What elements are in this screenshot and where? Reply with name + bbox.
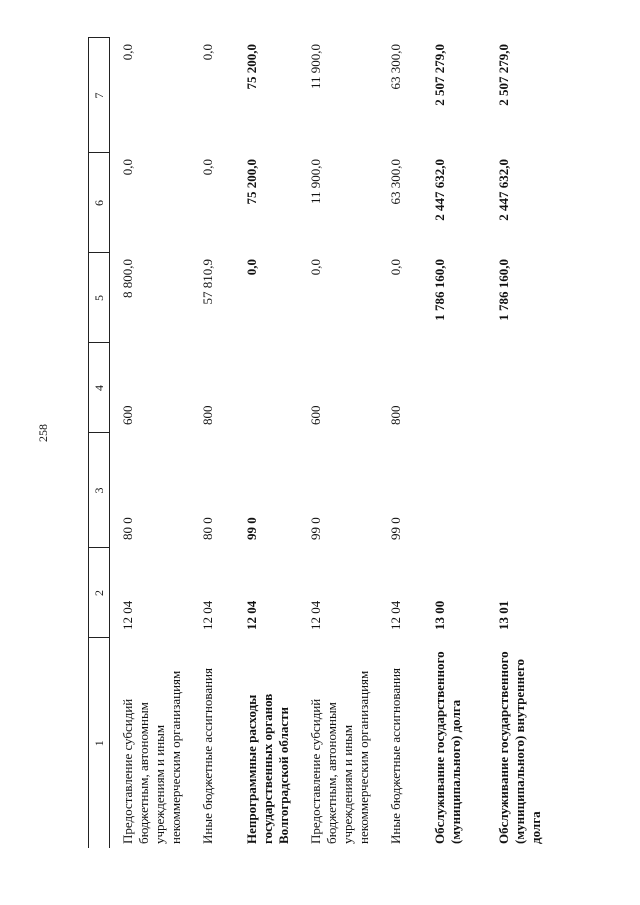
row-col7: 0,0 (120, 44, 135, 61)
row-col7: 0,0 (200, 44, 215, 61)
row-section: 12 04 (244, 600, 259, 630)
table-header-row (89, 38, 110, 848)
header-cell: 6 (89, 153, 110, 253)
row-target: 80 0 (120, 517, 135, 540)
table-row (298, 38, 378, 848)
header-cell: 2 (89, 548, 110, 638)
row-name: Предоставление субсидий бюджетным, автономным учреждениям и иным некоммерческим организациям (308, 670, 371, 844)
row-col7: 2 507 279,0 (432, 44, 447, 106)
header-cell: 5 (89, 253, 110, 343)
row-col7: 2 507 279,0 (496, 44, 511, 106)
table-row (190, 38, 234, 848)
row-type: 600 (308, 405, 323, 425)
row-target: 99 0 (244, 517, 259, 540)
table-row (234, 38, 298, 848)
page-number: 258 (36, 424, 50, 442)
row-name: Обслуживание государственного (муниципального) внутреннего долга (496, 651, 543, 844)
budget-table-container (88, 38, 618, 848)
row-col6: 2 447 632,0 (432, 159, 447, 221)
row-target (486, 433, 564, 548)
row-type (234, 343, 298, 433)
row-col6: 2 447 632,0 (496, 159, 511, 221)
row-col7: 75 200,0 (244, 44, 259, 90)
row-col7: 63 300,0 (388, 44, 403, 90)
header-cell: 4 (89, 343, 110, 433)
row-col5: 0,0 (308, 259, 323, 276)
row-type: 800 (388, 405, 403, 425)
row-section: 13 01 (496, 600, 511, 630)
row-col6: 0,0 (120, 159, 135, 176)
row-name: Иные бюджетные ассигнования (388, 667, 403, 844)
row-type (422, 343, 486, 433)
row-col5: 57 810,9 (200, 259, 215, 305)
row-col6: 63 300,0 (388, 159, 403, 205)
row-col6: 0,0 (200, 159, 215, 176)
table-row (378, 38, 422, 848)
row-col5: 1 786 160,0 (496, 259, 511, 321)
table-row (110, 38, 191, 848)
row-col5: 1 786 160,0 (432, 259, 447, 321)
row-type: 600 (120, 405, 135, 425)
row-col5: 0,0 (244, 259, 259, 276)
row-col5: 0,0 (388, 259, 403, 276)
row-section: 12 04 (388, 600, 403, 630)
row-section: 12 04 (200, 600, 215, 630)
row-target (422, 433, 486, 548)
header-cell: 3 (89, 433, 110, 548)
row-name: Непрограммные расходы государственных органов Волгоградской области (244, 693, 291, 844)
header-cell: 7 (89, 38, 110, 153)
row-target: 99 0 (308, 517, 323, 540)
row-name: Предоставление субсидий бюджетным, автономным учреждениям и иным некоммерческим организациям (120, 670, 183, 844)
row-col6: 11 900,0 (308, 159, 323, 205)
row-col5: 8 800,0 (120, 259, 135, 298)
row-name: Обслуживание государственного (муниципального) долга (432, 651, 463, 844)
row-col6: 75 200,0 (244, 159, 259, 205)
budget-table (88, 38, 564, 849)
row-section: 12 04 (308, 600, 323, 630)
row-type: 800 (200, 405, 215, 425)
row-col7: 11 900,0 (308, 44, 323, 90)
row-target: 99 0 (388, 517, 403, 540)
header-cell: 1 (89, 638, 110, 848)
table-row (422, 38, 486, 848)
row-type (486, 343, 564, 433)
table-row (486, 38, 564, 848)
row-section: 13 00 (432, 600, 447, 630)
row-section: 12 04 (120, 600, 135, 630)
row-target: 80 0 (200, 517, 215, 540)
row-name: Иные бюджетные ассигнования (200, 667, 215, 844)
